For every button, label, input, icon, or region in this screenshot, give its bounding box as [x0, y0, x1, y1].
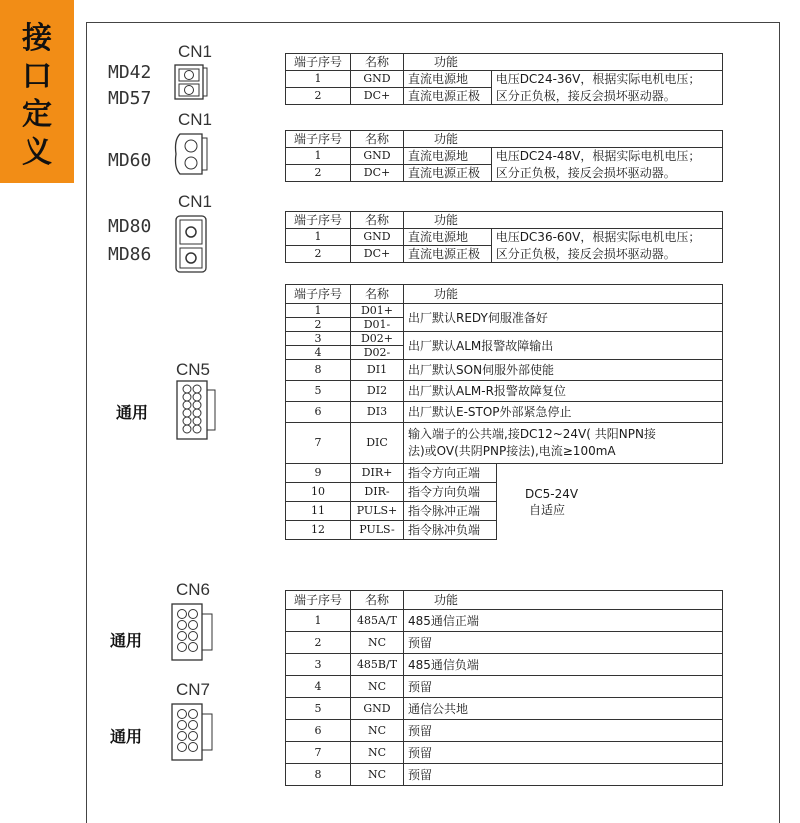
func-cell: 预留 — [404, 632, 723, 654]
general-label: 通用 — [110, 631, 143, 650]
header-func: 功能 — [404, 131, 723, 148]
func-cell: 出厂默认SON伺服外部使能 — [404, 360, 723, 381]
cmd-adaptive-note: 自适应 — [529, 502, 566, 517]
func-cell: 指令脉冲正端 — [404, 502, 497, 521]
pin-cell: 7 — [286, 742, 351, 764]
header-name: 名称 — [351, 591, 404, 610]
func-cell: 485通信正端 — [404, 610, 723, 632]
cn5-table — [285, 284, 723, 540]
pin-cell: 9 — [286, 464, 351, 483]
name-cell: DIR+ — [351, 464, 404, 483]
name-cell: DC+ — [351, 88, 404, 105]
eight-pin-connector-icon — [168, 600, 218, 664]
pin-cell: 3 — [286, 654, 351, 676]
model-md42: MD42 — [108, 62, 152, 83]
name-cell: D02+ — [351, 332, 404, 346]
pin-cell: 5 — [286, 381, 351, 402]
header-func: 功能 — [404, 591, 723, 610]
func-cell: 预留 — [404, 764, 723, 786]
header-pin: 端子序号 — [286, 591, 351, 610]
header-pin: 端子序号 — [286, 285, 351, 304]
pin-cell: 2 — [286, 165, 351, 182]
name-cell: NC — [351, 720, 404, 742]
name-cell: PULS+ — [351, 502, 404, 521]
cn6-cn7-table — [285, 590, 723, 786]
func-cell: 直流电源正极 — [404, 165, 492, 182]
name-cell: DI1 — [351, 360, 404, 381]
name-cell: DIC — [351, 423, 404, 464]
tab-char: 接 — [22, 21, 52, 56]
pin-cell: 4 — [286, 676, 351, 698]
func-cell: 直流电源地 — [404, 229, 492, 246]
connector-cn1-label: CN1 — [178, 42, 213, 61]
name-cell: NC — [351, 632, 404, 654]
header-func: 功能 — [404, 54, 723, 71]
name-cell: GND — [351, 148, 404, 165]
pin-cell: 12 — [286, 521, 351, 540]
note-cell: 区分正负极，接反会损坏驱动器。 — [491, 246, 722, 263]
power-table-md80-md86 — [285, 211, 723, 263]
func-cell: 出厂默认REDY伺服准备好 — [404, 304, 723, 332]
pin-cell: 8 — [286, 360, 351, 381]
pin-cell: 1 — [286, 229, 351, 246]
name-cell: GND — [351, 71, 404, 88]
tab-char: 口 — [22, 59, 52, 94]
name-cell: DI3 — [351, 402, 404, 423]
pin-cell: 1 — [286, 71, 351, 88]
note-cell: 区分正负极，接反会损坏驱动器。 — [491, 88, 722, 105]
tab-char: 义 — [22, 135, 52, 170]
general-label: 通用 — [110, 727, 143, 746]
pin-cell: 1 — [286, 304, 351, 318]
pin-cell: 3 — [286, 332, 351, 346]
tab-char: 定 — [22, 97, 52, 132]
pin-cell: 6 — [286, 720, 351, 742]
header-pin: 端子序号 — [286, 131, 351, 148]
general-label: 通用 — [116, 403, 149, 422]
note-cell: 区分正负极，接反会损坏驱动器。 — [491, 165, 722, 182]
eight-pin-connector-icon — [168, 700, 218, 764]
func-cell: 485通信负端 — [404, 654, 723, 676]
note-cell: 电压DC36-60V，根据实际电机电压； — [491, 229, 722, 246]
pin-cell: 2 — [286, 246, 351, 263]
connector-cn1-label: CN1 — [178, 110, 213, 129]
model-md80: MD80 — [108, 216, 152, 237]
twelve-pin-connector-icon — [174, 378, 220, 442]
name-cell: 485B/T — [351, 654, 404, 676]
header-name: 名称 — [351, 131, 404, 148]
name-cell: DI2 — [351, 381, 404, 402]
two-pin-connector-icon — [172, 130, 212, 178]
func-cell: 直流电源正极 — [404, 88, 492, 105]
name-cell: PULS- — [351, 521, 404, 540]
name-cell: GND — [351, 229, 404, 246]
func-cell: 出厂默认ALM报警故障输出 — [404, 332, 723, 360]
func-cell: 预留 — [404, 720, 723, 742]
header-func: 功能 — [404, 285, 723, 304]
name-cell: D02- — [351, 346, 404, 360]
connector-cn5-label: CN5 — [176, 360, 211, 379]
model-md57: MD57 — [108, 88, 152, 109]
connector-cn6-label: CN6 — [176, 580, 211, 599]
func-cell: 通信公共地 — [404, 698, 723, 720]
pin-cell: 10 — [286, 483, 351, 502]
section-tab — [0, 0, 74, 183]
note-cell: 电压DC24-48V，根据实际电机电压； — [491, 148, 722, 165]
pin-cell: 1 — [286, 148, 351, 165]
model-md60: MD60 — [108, 150, 152, 171]
name-cell: D01+ — [351, 304, 404, 318]
pin-cell: 2 — [286, 318, 351, 332]
pin-cell: 2 — [286, 632, 351, 654]
func-cell: 指令方向正端 — [404, 464, 497, 483]
pin-cell: 6 — [286, 402, 351, 423]
func-cell: 预留 — [404, 742, 723, 764]
pin-cell: 8 — [286, 764, 351, 786]
func-cell: 出厂默认ALM-R报警故障复位 — [404, 381, 723, 402]
name-cell: GND — [351, 698, 404, 720]
pin-cell: 1 — [286, 610, 351, 632]
func-line: 输入端子的公共端,接DC12~24V( 共阳NPN接 — [408, 427, 656, 441]
header-pin: 端子序号 — [286, 54, 351, 71]
header-name: 名称 — [351, 285, 404, 304]
power-table-md60 — [285, 130, 723, 182]
name-cell: 485A/T — [351, 610, 404, 632]
header-name: 名称 — [351, 54, 404, 71]
name-cell: NC — [351, 676, 404, 698]
name-cell: DIR- — [351, 483, 404, 502]
two-pin-connector-icon — [172, 62, 210, 104]
func-cell: 预留 — [404, 676, 723, 698]
note-cell: 电压DC24-36V，根据实际电机电压； — [491, 71, 722, 88]
pin-cell: 7 — [286, 423, 351, 464]
connector-cn1-label: CN1 — [178, 192, 213, 211]
func-cell: 直流电源地 — [404, 148, 492, 165]
cmd-voltage-note: DC5-24V — [525, 486, 579, 501]
func-cell: 直流电源正极 — [404, 246, 492, 263]
name-cell: NC — [351, 742, 404, 764]
func-cell: 出厂默认E-STOP外部紧急停止 — [404, 402, 723, 423]
pin-cell: 11 — [286, 502, 351, 521]
func-cell: 指令方向负端 — [404, 483, 497, 502]
section-title — [0, 20, 74, 172]
header-func: 功能 — [404, 212, 723, 229]
header-name: 名称 — [351, 212, 404, 229]
func-line: 法)或OV(共阴PNP接法),电流≥100mA — [408, 444, 616, 458]
terminal-block-icon — [172, 212, 212, 276]
name-cell: NC — [351, 764, 404, 786]
pin-cell: 4 — [286, 346, 351, 360]
func-cell: 指令脉冲负端 — [404, 521, 497, 540]
name-cell: DC+ — [351, 165, 404, 182]
header-pin: 端子序号 — [286, 212, 351, 229]
connector-cn7-label: CN7 — [176, 680, 211, 699]
power-table-md42-md57 — [285, 53, 723, 105]
name-cell: D01- — [351, 318, 404, 332]
name-cell: DC+ — [351, 246, 404, 263]
func-cell: 直流电源地 — [404, 71, 492, 88]
pin-cell: 2 — [286, 88, 351, 105]
pin-cell: 5 — [286, 698, 351, 720]
model-md86: MD86 — [108, 244, 152, 265]
